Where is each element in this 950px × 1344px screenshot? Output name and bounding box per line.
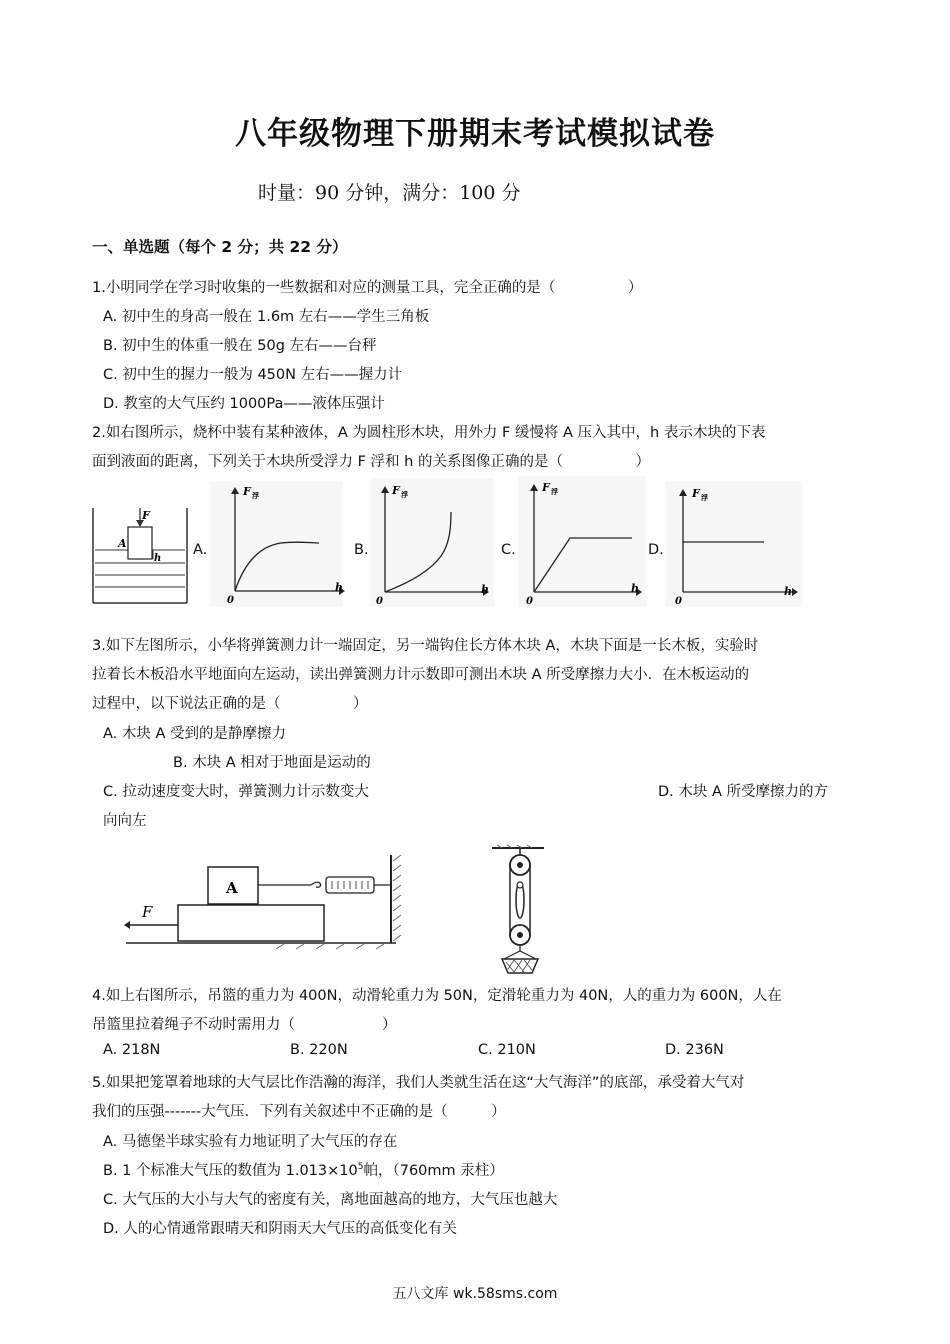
exam-info: 时量：90 分钟，满分：100 分 [258, 182, 521, 204]
question-5-option-a: A. 马德堡半球实验有力地证明了大气压的存在 [103, 1134, 398, 1150]
question-4-stem-line2: 吊篮里拉着绳子不动时需用力（ ） [92, 1017, 397, 1033]
graph-c-y-axis-label: F [542, 481, 550, 494]
question-5-option-d: D. 人的心情通常跟晴天和阴雨天大气压的高低变化有关 [103, 1221, 457, 1237]
graph-option-c-label: C. [501, 542, 516, 558]
question-3-option-a: A. 木块 A 受到的是静摩擦力 [103, 726, 287, 742]
page-title: 八年级物理下册期末考试模拟试卷 [235, 116, 715, 152]
graph-d-y-axis-sub: 浮 [701, 494, 708, 502]
graph-c-y-axis-sub: 浮 [551, 488, 558, 496]
graph-b-origin: 0 [376, 596, 383, 607]
friction-setup-figure [126, 855, 408, 951]
question-5-option-b-text: B. 1 个标准大气压的数值为 1.013×10 [103, 1163, 358, 1179]
question-5-option-b [103, 1159, 504, 1180]
question-3-option-b: B. 木块 A 相对于地面是运动的 [173, 755, 371, 771]
pull-force-label: F [142, 903, 153, 921]
graph-d-origin: 0 [675, 596, 682, 607]
question-1-option-b: B. 初中生的体重一般在 50g 左右——台秤 [103, 338, 377, 354]
section-heading: 一、单选题（每个 2 分；共 22 分） [92, 238, 348, 256]
question-4-stem-line1: 4.如上右图所示，吊篮的重力为 400N，动滑轮重力为 50N，定滑轮重力为 40N，人的重力为 600N，人在 [92, 988, 782, 1004]
graph-option-a [211, 481, 342, 607]
question-5-stem-line1: 5.如果把笼罩着地球的大气层比作浩瀚的海洋，我们人类就生活在这“大气海洋”的底部，承受着大气对 [92, 1075, 745, 1091]
question-1-option-a: A. 初中生的身高一般在 1.6m 左右——学生三角板 [103, 309, 430, 325]
question-4-option-a: A. 218N [103, 1042, 161, 1058]
graph-a-y-axis-sub: 浮 [252, 492, 259, 500]
graph-a-x-axis-label: h [335, 581, 343, 594]
graph-option-d-label: D. [648, 542, 664, 558]
force-label: F [142, 509, 150, 522]
question-5-option-c: C. 大气压的大小与大气的密度有关，离地面越高的地方，大气压也越大 [103, 1192, 558, 1208]
question-4-option-b: B. 220N [290, 1042, 348, 1058]
graph-a-origin: 0 [227, 595, 234, 606]
question-3-option-c: C. 拉动速度变大时，弹簧测力计示数变大 [103, 784, 369, 800]
graph-option-c [518, 476, 646, 607]
question-1-option-d: D. 教室的大气压约 1000Pa——液体压强计 [103, 396, 385, 412]
graph-b-y-axis-sub: 浮 [401, 491, 408, 499]
question-4-option-c: C. 210N [478, 1042, 536, 1058]
question-3-stem-line1: 3.如下左图所示，小华将弹簧测力计一端固定，另一端钩住长方体木块 A，木块下面是一长木板，实验时 [92, 638, 759, 654]
question-5-stem-line2: 我们的压强-------大气压．下列有关叙述中不正确的是（ ） [92, 1104, 506, 1120]
question-1-option-c: C. 初中生的握力一般为 450N 左右——握力计 [103, 367, 403, 383]
question-4-option-d: D. 236N [665, 1042, 724, 1058]
pulley-basket-figure [492, 845, 547, 975]
question-3-option-d-line1: D. 木块 A 所受摩擦力的方 [658, 784, 829, 800]
question-3-stem-line3: 过程中，以下说法正确的是（ ） [92, 696, 368, 712]
graph-b-x-axis-label: h [481, 583, 489, 596]
question-5-option-b-tail: 帕，（760mm 汞柱） [363, 1163, 504, 1179]
footer-watermark: 五八文库 wk.58sms.com [392, 1286, 558, 1302]
graph-b-y-axis-label: F [392, 484, 400, 497]
beaker-figure [90, 505, 190, 605]
graph-option-b-label: B. [354, 542, 369, 558]
question-3-stem-line2: 拉着长木板沿水平地面向左运动，读出弹簧测力计示数即可测出木块 A 所受摩擦力大小．在木板运动的 [92, 667, 750, 683]
question-3-option-d-line2: 向向左 [103, 813, 147, 829]
graph-c-origin: 0 [526, 596, 533, 607]
question-2-stem-line2: 面到液面的距离，下列关于木块所受浮力 F 浮和 h 的关系图像正确的是（ ） [92, 454, 650, 470]
block-label: A [118, 537, 127, 550]
block-a-label: A [226, 879, 238, 897]
question-1-stem: 1.小明同学在学习时收集的一些数据和对应的测量工具，完全正确的是（ ） [92, 280, 643, 296]
question-2-stem-line1: 2.如右图所示，烧杯中装有某种液体，A 为圆柱形木块，用外力 F 缓慢将 A 压入其中，h 表示木块的下表 [92, 425, 766, 441]
graph-option-a-label: A. [193, 542, 208, 558]
graph-c-x-axis-label: h [631, 582, 639, 595]
graph-d-y-axis-label: F [692, 487, 700, 500]
graph-option-d [666, 481, 803, 607]
graph-a-y-axis-label: F [243, 485, 251, 498]
depth-label: h [154, 553, 162, 564]
graph-d-x-axis-label: h [784, 585, 792, 598]
question-5-option-b-exponent: 5 [357, 1162, 364, 1173]
graph-option-b [371, 478, 494, 607]
